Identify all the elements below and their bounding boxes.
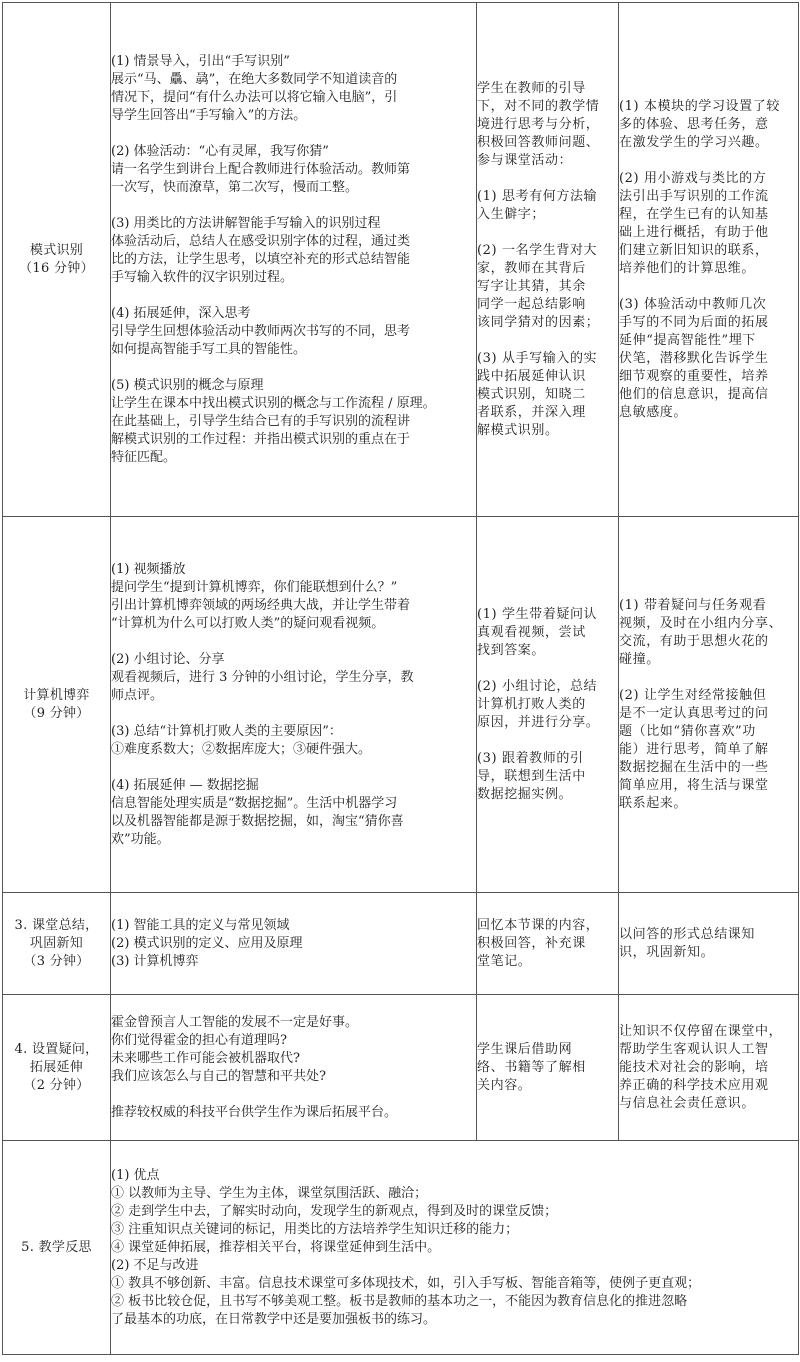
- text-line: ① 以教师为主导、学生为主体，课堂氛围活跃、融洽；: [111, 1185, 428, 1201]
- text-line: 导，联想到生活中: [477, 768, 586, 784]
- text-line: 养正确的科学技术应用观: [619, 1077, 769, 1093]
- text-line: (2) 不足与改进: [111, 1257, 199, 1273]
- text-line: 们建立新旧知识的联系，: [619, 242, 769, 258]
- text-line: (1) 优点: [111, 1167, 160, 1183]
- text-line: 真观看视频，尝试: [477, 624, 586, 640]
- text-line: 在此基础上，引导学生结合已有的手写识别的流程讲: [111, 413, 411, 429]
- text-line: 细节观察的重要性，培养: [619, 368, 769, 384]
- text-line: 延伸“提高智能性”埋下: [619, 332, 756, 348]
- row-questions: [3, 995, 799, 1141]
- text-line: 家，教师在其背后: [477, 260, 586, 276]
- design-intent-cell: [619, 3, 799, 517]
- stage-label-line: （2 分钟）: [23, 1077, 90, 1093]
- text-line: ③ 注重知识点关键词的标记，用类比的方法培养学生知识迁移的能力；: [111, 1221, 519, 1237]
- stage-label-line: 3. 课堂总结，: [14, 917, 99, 933]
- text-line: 交流，有助于思想火花的: [619, 633, 769, 649]
- text-line: (4) 拓展延伸 — 数据挖掘: [111, 777, 259, 793]
- text-line: 解模式识别的工作过程：并指出模式识别的重点在于: [111, 431, 411, 447]
- text-line: 息敏感度。: [619, 404, 688, 420]
- text-line: 解模式识别。: [477, 422, 559, 438]
- text-line: 堂笔记。: [477, 953, 532, 969]
- text-line: 比的方法，让学生思考，以填空补充的形式总结智能: [111, 251, 411, 267]
- text-line: (5) 模式识别的概念与原理: [111, 377, 264, 393]
- text-line: ② 走到学生中去，了解实时动向，发现学生的新观点，得到及时的课堂反馈；: [111, 1203, 558, 1219]
- text-line: 一次写，快而潦草，第二次写，慢而工整。: [111, 179, 359, 195]
- blank-line: [619, 152, 798, 170]
- text-line: 信息智能处理实质是“数据挖掘”。生活中机器学习: [111, 795, 398, 811]
- text-line: 该同学猜对的因素；: [477, 314, 600, 330]
- text-line: 下，对不同的教学情: [477, 98, 600, 114]
- text-line: (2) 用小游戏与类比的方: [619, 170, 767, 186]
- text-line: 简单应用，将生活与课堂: [619, 777, 769, 793]
- blank-line: [111, 197, 476, 215]
- text-line: 请一名学生到讲台上配合教师进行体验活动。教师第: [111, 161, 411, 177]
- blank-line: [111, 633, 476, 651]
- text-line: 以及机器智能都是源于数据挖掘，如，淘宝“猜你喜: [111, 813, 404, 829]
- blank-line: [111, 287, 476, 305]
- text-line: 如何提高智能手写工具的智能性。: [111, 341, 307, 357]
- text-line: 导学生回答出“手写输入”的方法。: [111, 107, 307, 123]
- text-line: (1) 视频播放: [111, 561, 186, 577]
- stage-label-line: 巩固新知: [29, 935, 84, 951]
- text-line: 联系起来。: [619, 795, 688, 811]
- blank-line: [477, 170, 618, 188]
- text-line: 伏笔，潜移默化告诉学生: [619, 350, 769, 366]
- row-reflection: [3, 1141, 799, 1355]
- text-line: 培养他们的计算思维。: [619, 260, 756, 276]
- text-line: (2) 体验活动：“心有灵犀，我写你猜”: [111, 143, 329, 159]
- text-line: (2) 一名学生背对大: [477, 242, 598, 258]
- text-line: (3) 体验活动中教师几次: [619, 296, 767, 312]
- text-line: 碰撞。: [619, 651, 660, 667]
- stage-label-line: 模式识别: [29, 242, 84, 258]
- text-line: 识，巩固新知。: [619, 944, 715, 960]
- design-intent-cell: [619, 995, 799, 1141]
- text-line: 让知识不仅停留在课堂中，: [619, 1023, 783, 1039]
- stage-cell: [3, 1141, 111, 1355]
- text-line: 同学一起总结影响: [477, 296, 586, 312]
- blank-line: [111, 759, 476, 777]
- text-line: 提问学生“提到计算机博弈，你们能联想到什么？”: [111, 579, 398, 595]
- text-line: 践中拓展延伸认识: [477, 368, 586, 384]
- row-summary: [3, 893, 799, 995]
- reflection-cell: [111, 1141, 799, 1355]
- teacher-activity-cell: [111, 517, 477, 893]
- text-line: 多的体验、思考任务，意: [619, 116, 769, 132]
- text-line: 未来哪些工作可能会被机器取代?: [111, 1050, 300, 1066]
- blank-line: [111, 705, 476, 723]
- text-line: 关内容。: [477, 1077, 532, 1093]
- text-line: 能）进行思考，简单了解: [619, 741, 769, 757]
- blank-line: [477, 660, 618, 678]
- text-line: 程，在学生已有的认知基: [619, 206, 769, 222]
- text-line: 模式识别，知晓二: [477, 386, 586, 402]
- text-line: 体验活动后，总结人在感受识别字体的过程，通过类: [111, 233, 411, 249]
- stage-cell: [3, 517, 111, 893]
- text-line: 展示“马、驫、骉”，在绝大多数同学不知道读音的: [111, 71, 398, 87]
- text-line: 回忆本节课的内容，: [477, 917, 600, 933]
- blank-line: [477, 224, 618, 242]
- text-line: 观看视频后，进行 3 分钟的小组讨论，学生分享，教: [111, 669, 414, 685]
- text-line: 特征匹配。: [111, 449, 177, 465]
- stage-cell: [3, 3, 111, 517]
- blank-line: [111, 125, 476, 143]
- blank-line: [111, 1086, 476, 1104]
- blank-line: [477, 332, 618, 350]
- text-line: (1) 思考有何方法输: [477, 188, 598, 204]
- text-line: (1) 学生带着疑问认: [477, 606, 598, 622]
- text-line: 帮助学生客观认识人工智: [619, 1041, 769, 1057]
- text-line: 视频，及时在小组内分享、: [619, 615, 783, 631]
- stage-label-line: 拓展延伸: [29, 1059, 84, 1075]
- text-line: 引导学生回想体验活动中教师两次书写的不同，思考: [111, 323, 411, 339]
- text-line: 欢”功能。: [111, 831, 170, 847]
- student-activity-cell: [477, 517, 619, 893]
- stage-label-line: 5. 教学反思: [21, 1239, 92, 1255]
- teacher-activity-cell: [111, 3, 477, 517]
- student-activity-cell: [477, 893, 619, 995]
- text-line: 找到答案。: [477, 642, 546, 658]
- text-line: 法引出手写识别的工作流: [619, 188, 769, 204]
- stage-label-line: （16 分钟）: [19, 260, 94, 276]
- stage-cell: [3, 995, 111, 1141]
- text-line: 我们应该怎么与自己的智慧和平共处?: [111, 1068, 326, 1084]
- text-line: 础上进行概括，有助于他: [619, 224, 769, 240]
- text-line: (2) 小组讨论、分享: [111, 651, 225, 667]
- text-line: (3) 用类比的方法讲解智能手写输入的识别过程: [111, 215, 381, 231]
- text-line: 积极回答，补充课: [477, 935, 586, 951]
- text-line: 情况下，提问“有什么办法可以将它输入电脑”，引: [111, 89, 398, 105]
- text-line: 你们觉得霍金的担心有道理吗?: [111, 1032, 287, 1048]
- student-activity-cell: [477, 3, 619, 517]
- text-line: (3) 跟着教师的引: [477, 750, 584, 766]
- text-line: 他们的信息意识，提高信: [619, 386, 769, 402]
- text-line: 手写输入软件的汉字识别过程。: [111, 269, 294, 285]
- text-line: 让学生在课本中找出模式识别的概念与工作流程 / 原理。: [111, 395, 436, 411]
- text-line: 学生课后借助网: [477, 1041, 573, 1057]
- stage-cell: [3, 893, 111, 995]
- text-line: (4) 拓展延伸，深入思考: [111, 305, 251, 321]
- text-line: (2) 小组讨论，总结: [477, 678, 598, 694]
- text-line: 能技术对社会的影响，培: [619, 1059, 769, 1075]
- text-line: ①难度系数大；②数据库庞大；③硬件强大。: [111, 741, 372, 757]
- blank-line: [477, 732, 618, 750]
- text-line: 题（比如“猜你喜欢”功: [619, 723, 756, 739]
- teacher-activity-cell: [111, 893, 477, 995]
- text-line: 学生在教师的引导: [477, 80, 586, 96]
- text-line: 以问答的形式总结课知: [619, 926, 756, 942]
- row-pattern-recognition: [3, 3, 799, 517]
- text-line: 手写的不同为后面的拓展: [619, 314, 769, 330]
- text-line: (3) 从手写输入的实: [477, 350, 598, 366]
- text-line: 师点评。: [111, 687, 164, 703]
- text-line: (3) 计算机博弈: [111, 953, 199, 969]
- text-line: (2) 模式识别的定义、应用及原理: [111, 935, 303, 951]
- text-line: (1) 智能工具的定义与常见领域: [111, 917, 290, 933]
- text-line: (1) 带着疑问与任务观看: [619, 597, 767, 613]
- text-line: 计算机打败人类的: [477, 696, 586, 712]
- stage-label-line: （3 分钟）: [23, 953, 90, 969]
- text-line: (3) 总结“计算机打败人类的主要原因”：: [111, 723, 342, 739]
- text-line: 写字让其猜，其余: [477, 278, 586, 294]
- text-line: ② 板书比较仓促，且书写不够美观工整。板书是教师的基本功之一，不能因为教育信息化的推进忽略: [111, 1293, 688, 1309]
- design-intent-cell: [619, 517, 799, 893]
- stage-label-line: 计算机博弈: [23, 687, 90, 703]
- text-line: 霍金曾预言人工智能的发展不一定是好事。: [111, 1014, 359, 1030]
- text-line: 是不一定认真思考过的问: [619, 705, 769, 721]
- student-activity-cell: [477, 995, 619, 1141]
- text-line: ① 教具不够创新、丰富。信息技术课堂可多体现技术，如，引入手写板、智能音箱等，使例子更直观；: [111, 1275, 701, 1291]
- design-intent-cell: [619, 893, 799, 995]
- text-line: (1) 本模块的学习设置了较: [619, 98, 780, 114]
- text-line: (1) 情景导入，引出“手写识别”: [111, 53, 290, 69]
- text-line: “计算机为什么可以打败人类”的疑问观看视频。: [111, 615, 385, 631]
- teacher-activity-cell: [111, 995, 477, 1141]
- text-line: 与信息社会责任意识。: [619, 1095, 756, 1111]
- stage-label-line: （9 分钟）: [23, 705, 90, 721]
- row-computer-game: [3, 517, 799, 893]
- text-line: 引出计算机博弈领域的两场经典大战，并让学生带着: [111, 597, 411, 613]
- text-line: (2) 让学生对经常接触但: [619, 687, 767, 703]
- blank-line: [619, 278, 798, 296]
- blank-line: [111, 359, 476, 377]
- text-line: 参与课堂活动：: [477, 152, 573, 168]
- blank-line: [619, 669, 798, 687]
- text-line: ④ 课堂延伸拓展，推荐相关平台，将课堂延伸到生活中。: [111, 1239, 441, 1255]
- text-line: 数据挖掘实例。: [477, 786, 573, 802]
- text-line: 原因，并进行分享。: [477, 714, 600, 730]
- text-line: 络、书籍等了解相: [477, 1059, 586, 1075]
- text-line: 积极回答教师问题、: [477, 134, 600, 150]
- stage-label-line: 4. 设置疑问，: [14, 1041, 99, 1057]
- text-line: 数据挖掘在生活中的一些: [619, 759, 769, 775]
- text-line: 了最基本的功底，在日常教学中还是要加强板书的练习。: [111, 1311, 437, 1327]
- text-line: 推荐较权威的科技平台供学生作为课后拓展平台。: [111, 1104, 398, 1120]
- text-line: 境进行思考与分析，: [477, 116, 600, 132]
- text-line: 在激发学生的学习兴趣。: [619, 134, 769, 150]
- text-line: 入生僻字；: [477, 206, 546, 222]
- text-line: 者联系，并深入理: [477, 404, 586, 420]
- lesson-plan-table: [2, 2, 799, 1355]
